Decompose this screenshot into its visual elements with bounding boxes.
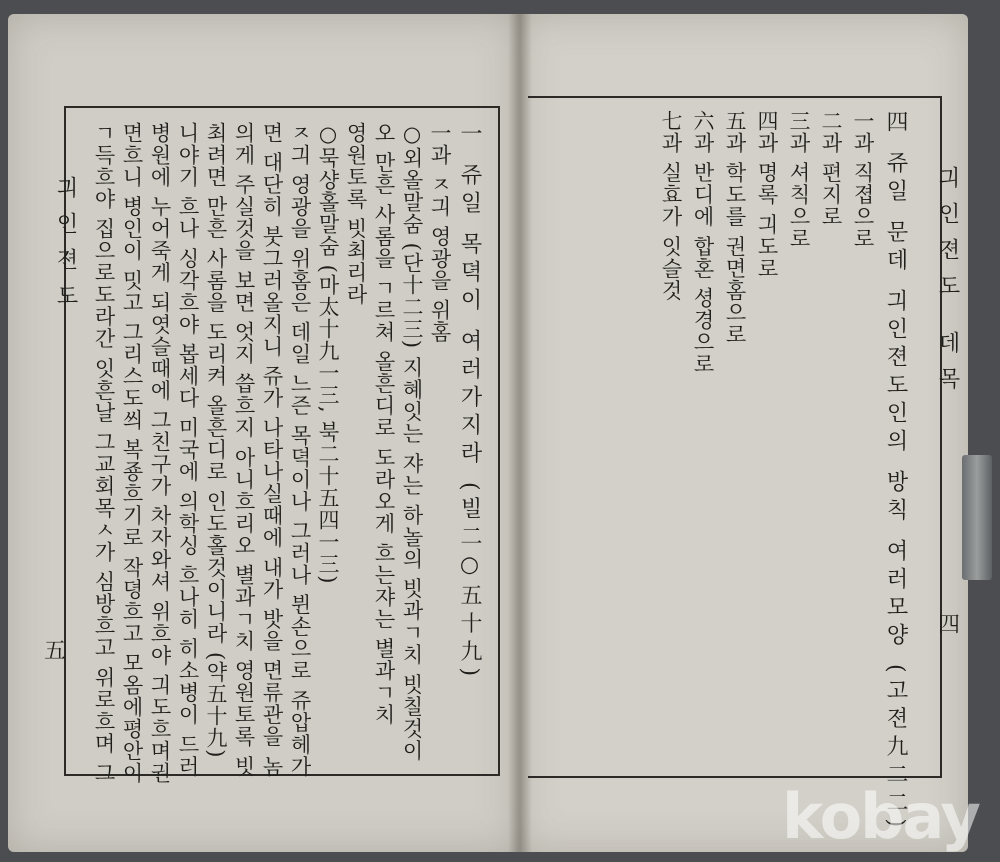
lesson-heading: 四 쥬일 문데 긔인젼도인의 방칙 여러모양 (고젼九二二) — [883, 110, 908, 834]
right-margin-title: 긔인젼도 데목 — [935, 166, 960, 403]
toc-item: 七과 실효가 잇슬것 — [659, 110, 683, 302]
text-column: ㅈ긔 영광을 위홈은 데일 느즌 목뎍이나 그러나 뷘손으로 쥬압헤가 — [288, 122, 312, 778]
text-column: 의게 주실것을 보면 엇지 씁흐지 아니흐리오 별과ㄱ치 영원토록 빗 — [232, 122, 256, 778]
text-column: 一과 ㅈ긔 영광을 위홈 — [428, 122, 452, 344]
metal-page-tab — [962, 455, 992, 580]
toc-item: 六과 반디에 합혼 셩경으로 — [691, 110, 715, 376]
text-column: ○묵샹홀말숨 (마太十九一三, 북二十五四一三) — [316, 122, 340, 585]
text-column: 니야기 흐나 싱각흐야 봅세다 미국에 의학싱 흐나히 히소병이 드러 — [176, 122, 200, 778]
toc-item: 四과 명록 긔도로 — [755, 110, 779, 280]
watermark-logo: kobay — [782, 780, 979, 853]
left-margin-title: 긔인젼도 — [53, 176, 78, 320]
toc-item: 二과 편지로 — [819, 110, 843, 228]
text-column: 최려면 만흔 사롬을 도리켜 올흔디로 인도홀것이니라 (약五十九) — [204, 122, 228, 759]
lesson-heading: 一 쥬일 목뎍이 여러가지라 (빌二○五十九) — [457, 122, 482, 683]
text-column: 영원토록 빗최리라 — [344, 122, 368, 306]
text-column: 오 만흔 사롬을 ㄱ르쳐 올흔디로 도라오게 흐는쟈는 별과ㄱ치 — [372, 122, 396, 726]
right-page-number: 四 — [938, 613, 961, 638]
toc-item: 一과 직졉으로 — [851, 110, 875, 250]
text-column: ㄱ득흐야 집으로도라간 잇흔날 그교회목ㅅ가 심방흐고 위로흐며 그 — [92, 122, 116, 785]
toc-item: 五과 학도를 권면홈으로 — [723, 110, 747, 346]
text-column: 면흐니 병인이 밋고 그리스도씌 복죵흐기로 작뎡흐고 모옴에평안이 — [120, 122, 144, 785]
left-page-number: 五 — [44, 639, 67, 664]
toc-item: 三과 셔칙으로 — [787, 110, 811, 250]
text-column: 면 대단히 붓그러올지니 쥬가 나타나실때에 내가 밧을 면류관을 놈 — [260, 122, 284, 778]
text-column: 병원에 누어죽게 되엿슬때에 그친구가 차자와셔 위흐야 긔도흐며권 — [148, 122, 172, 785]
text-column: ○외올말숨 (단十二三) 지혜잇는 쟈는 하놀의 빗과ㄱ치 빗칠것이 — [400, 122, 424, 762]
